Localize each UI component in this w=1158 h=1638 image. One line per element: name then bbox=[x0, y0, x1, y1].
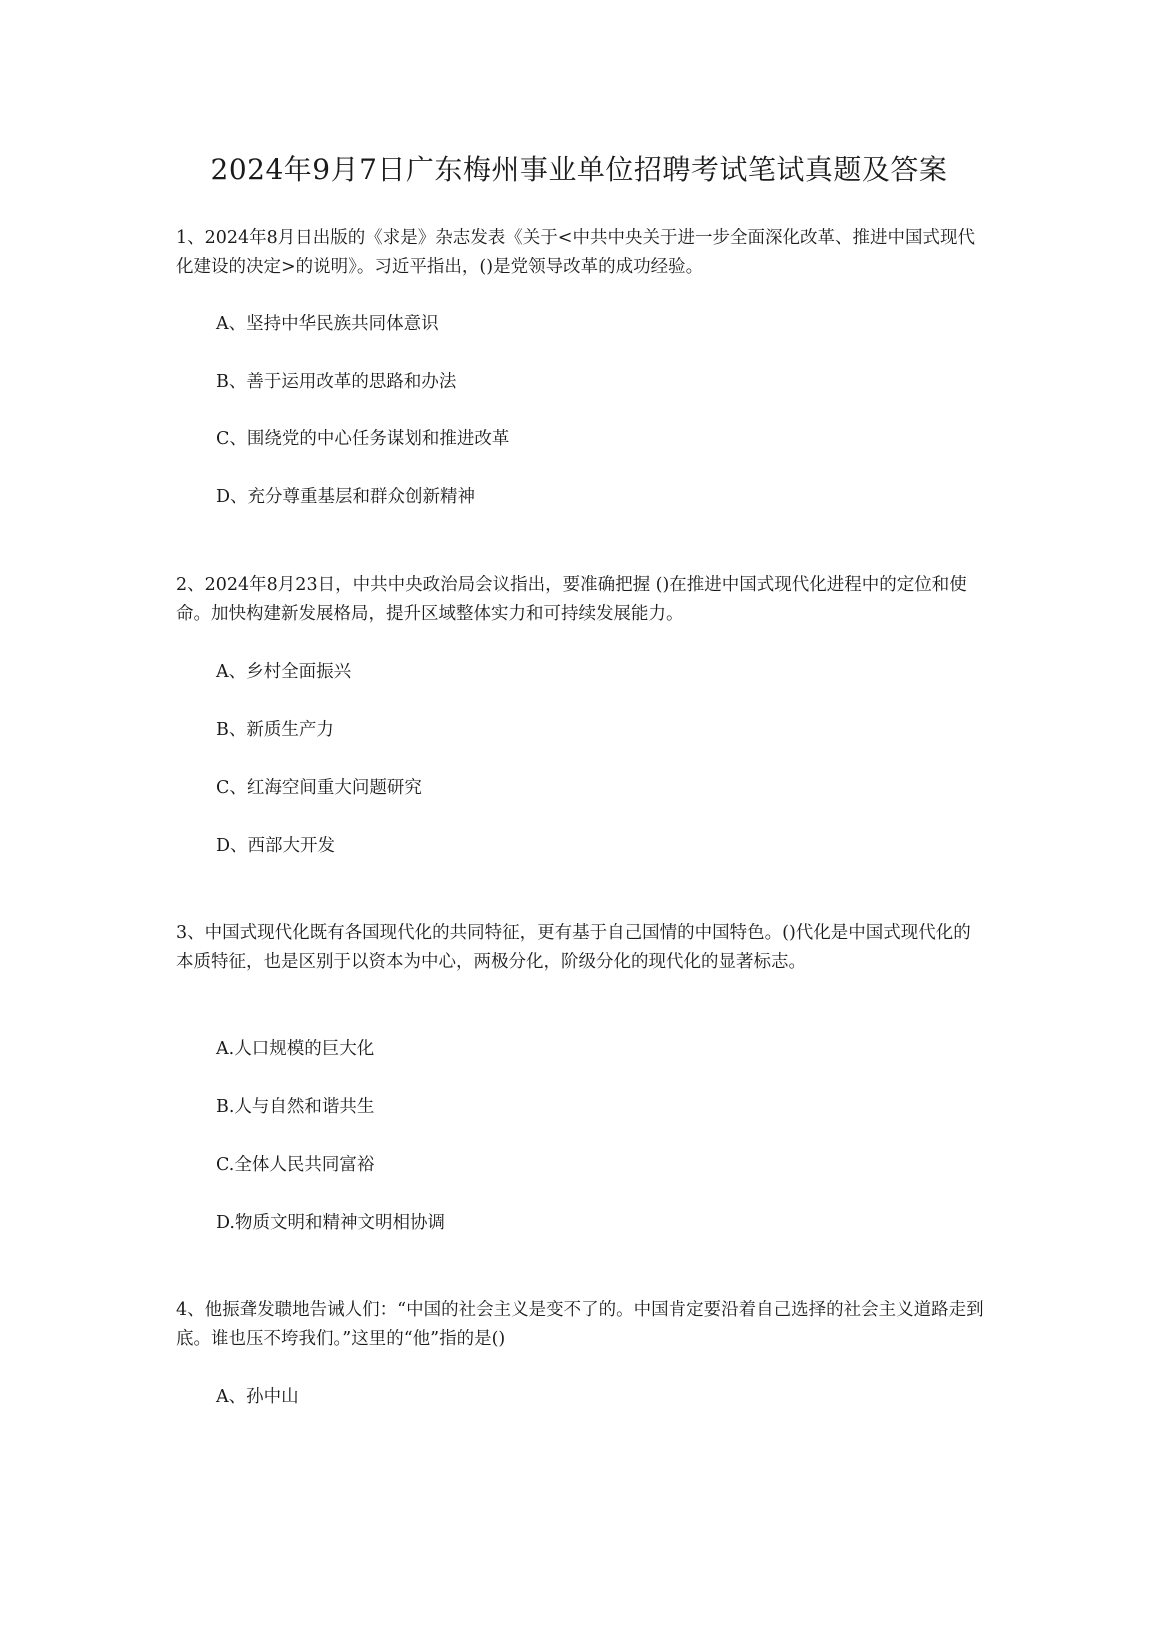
question-2-option-b: B、新质生产力 bbox=[216, 720, 334, 740]
question-3-option-b: B.人与自然和谐共生 bbox=[216, 1097, 375, 1117]
question-1-stem: 1、2024年8月日出版的《求是》杂志发表《关于<中共中央关于进一步全面深化改革、推进中国式现代化建设的决定>的说明》。习近平指出，()是党领导改革的成功经验。 bbox=[176, 228, 975, 277]
question-2-option-a: A、乡村全面振兴 bbox=[216, 662, 352, 682]
question-1-option-d: D、充分尊重基层和群众创新精神 bbox=[216, 487, 476, 507]
question-2-option-c: C、红海空间重大问题研究 bbox=[216, 778, 422, 798]
question-2-option-d: D、西部大开发 bbox=[216, 836, 336, 856]
question-1-option-c: C、围绕党的中心任务谋划和推进改革 bbox=[216, 429, 510, 449]
question-3-option-d: D.物质文明和精神文明相协调 bbox=[216, 1213, 445, 1233]
question-2-stem: 2、2024年8月23日，中共中央政治局会议指出，要准确把握 ()在推进中国式现代化进程中的定位和使命。加快构建新发展格局，提升区域整体实力和可持续发展能力。 bbox=[176, 575, 967, 624]
document-title: 2024年9月7日广东梅州事业单位招聘考试笔试真题及答案 bbox=[210, 153, 948, 186]
question-3-option-c: C.全体人民共同富裕 bbox=[216, 1155, 375, 1175]
question-4-option-a: A、孙中山 bbox=[216, 1387, 299, 1407]
question-3-stem: 3、中国式现代化既有各国现代化的共同特征，更有基于自己国情的中国特色。()代化是中国式现代化的本质特征，也是区别于以资本为中心，两极分化，阶级分化的现代化的显著标志。 bbox=[176, 923, 971, 972]
question-3-option-a: A.人口规模的巨大化 bbox=[216, 1039, 375, 1059]
question-1-option-b: B、善于运用改革的思路和办法 bbox=[216, 372, 457, 392]
question-4-stem: 4、他振聋发聩地告诫人们：“中国的社会主义是变不了的。中国肯定要沿着自己选择的社会主义道路走到底。谁也压不垮我们。”这里的“他”指的是() bbox=[176, 1300, 984, 1349]
question-1-option-a: A、坚持中华民族共同体意识 bbox=[216, 314, 439, 334]
